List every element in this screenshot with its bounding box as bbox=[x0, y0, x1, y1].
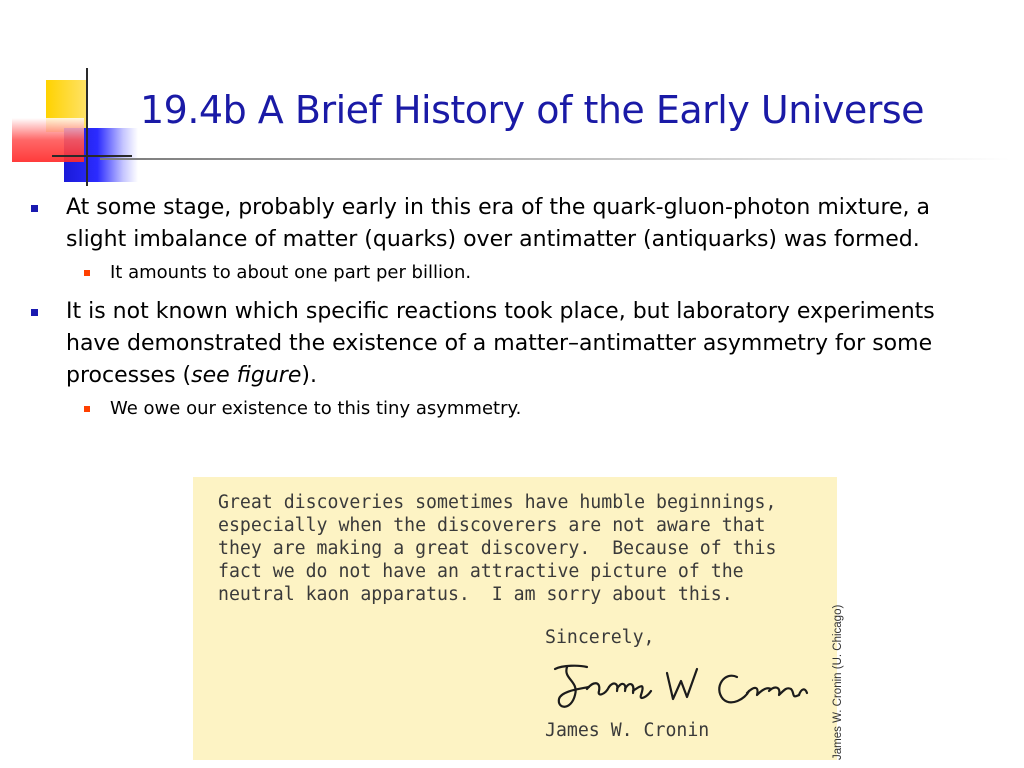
slide-title: 19.4b A Brief History of the Early Universe bbox=[140, 88, 925, 132]
bullet-2-text-end: ). bbox=[301, 363, 317, 388]
bullet-2 bbox=[26, 296, 986, 392]
letter-body bbox=[218, 491, 776, 606]
letter-image bbox=[193, 477, 837, 760]
handwritten-signature bbox=[549, 659, 809, 719]
title-divider bbox=[100, 158, 1010, 160]
logo-vertical-line bbox=[86, 68, 88, 186]
sub-bullet-2: We owe our existence to this tiny asymmetry. bbox=[26, 396, 986, 422]
letter-line: Great discoveries sometimes have humble beginnings, bbox=[218, 492, 777, 513]
bullet-list bbox=[26, 192, 986, 432]
bullet-1: At some stage, probably early in this era of the quark-gluon-photon mixture, a slight imbalance of matter (quarks) over antimatter (antiquarks) was formed. bbox=[26, 192, 986, 256]
photo-credit: James W. Cronin (U. Chicago) bbox=[832, 604, 844, 760]
typed-name: James W. Cronin bbox=[545, 720, 710, 741]
letter-line: neutral kaon apparatus. I am sorry about this. bbox=[218, 584, 733, 605]
bullet-2-text: It is not known which specific reactions took place, but laboratory experiments have demonstrated the existence of a matter–antimatter asymmetry for some processes ( bbox=[66, 299, 935, 388]
letter-line: they are making a great discovery. Because of this bbox=[218, 538, 777, 559]
letter-line: especially when the discoverers are not aware that bbox=[218, 515, 766, 536]
logo-horizontal-line bbox=[52, 155, 132, 157]
letter-line: fact we do not have an attractive picture of the bbox=[218, 561, 744, 582]
figure-reference: see figure bbox=[191, 363, 302, 388]
letter-closing: Sincerely, bbox=[545, 627, 655, 648]
sub-bullet-1: It amounts to about one part per billion. bbox=[26, 260, 986, 286]
